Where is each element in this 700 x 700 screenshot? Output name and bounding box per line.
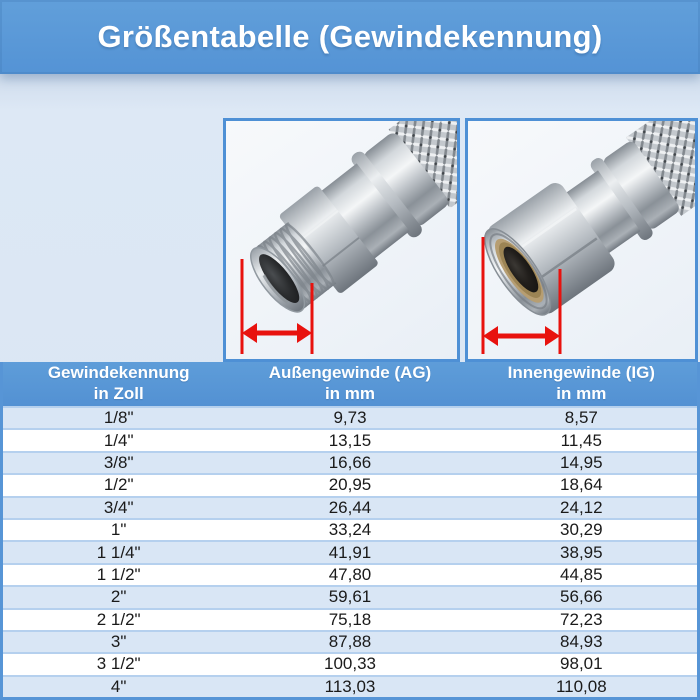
- table-row: [3, 428, 697, 450]
- column-header-sub: in mm: [324, 384, 376, 403]
- size-table: [0, 362, 700, 700]
- table-row: [3, 496, 697, 518]
- male-fitting-illustration: [226, 121, 457, 359]
- cell-ig-mm: 8,57: [564, 408, 598, 428]
- column-header-sub: in mm: [556, 384, 607, 403]
- table-row: [3, 675, 697, 697]
- cell-ig-mm: 14,95: [560, 452, 603, 472]
- cell-ig-mm: 72,23: [560, 609, 603, 629]
- table-row: [3, 563, 697, 585]
- cell-ag-mm: 47,80: [328, 564, 372, 584]
- cell-ag-mm: 75,18: [328, 609, 372, 629]
- table-row: [3, 630, 697, 652]
- cell-ag-mm: 9,73: [333, 408, 367, 428]
- cell-zoll: 4": [110, 676, 127, 696]
- cell-ig-mm: 24,12: [560, 497, 603, 517]
- column-header-label: Gewindekennung: [47, 363, 190, 383]
- cell-zoll: 3 1/2": [96, 654, 141, 674]
- cell-ig-mm: 84,93: [560, 632, 603, 652]
- cell-ag-mm: 20,95: [328, 475, 372, 495]
- cell-zoll: 2": [110, 587, 127, 607]
- table-body: [3, 406, 697, 697]
- cell-ig-mm: 11,45: [560, 430, 602, 450]
- cell-ag-mm: 41,91: [328, 542, 372, 562]
- table-row: [3, 652, 697, 674]
- cell-ag-mm: 13,15: [328, 430, 372, 450]
- cell-ig-mm: 44,85: [560, 564, 603, 584]
- cell-zoll: 3/8": [103, 452, 134, 472]
- cell-zoll: 1/8": [103, 408, 134, 428]
- cell-ig-mm: 110,08: [555, 676, 607, 696]
- cell-zoll: 1 1/4": [96, 542, 141, 562]
- male-thread-photo: [223, 118, 460, 362]
- cell-ig-mm: 56,66: [560, 587, 603, 607]
- cell-ag-mm: 113,03: [324, 676, 376, 696]
- table-row: [3, 473, 697, 495]
- title-banner: [0, 0, 700, 74]
- cell-ag-mm: 59,61: [328, 587, 372, 607]
- column-header-label: Innengewinde (IG): [507, 363, 655, 383]
- cell-zoll: 1/2": [103, 475, 134, 495]
- cell-ig-mm: 38,95: [560, 542, 603, 562]
- cell-ag-mm: 87,88: [328, 632, 372, 652]
- page-title: Größentabelle (Gewindekennung): [97, 19, 603, 54]
- cell-zoll: 1 1/2": [96, 564, 141, 584]
- cell-ag-mm: 100,33: [323, 654, 376, 674]
- cell-zoll: 1": [110, 520, 127, 540]
- cell-zoll: 1/4": [103, 430, 134, 450]
- table-header-row: [3, 362, 697, 406]
- cell-zoll: 2 1/2": [96, 609, 141, 629]
- cell-ig-mm: 18,64: [560, 475, 603, 495]
- table-row: [3, 608, 697, 630]
- cell-ig-mm: 30,29: [560, 520, 603, 540]
- cell-ag-mm: 26,44: [328, 497, 372, 517]
- column-header-ig: [466, 362, 697, 406]
- cell-ag-mm: 33,24: [328, 520, 372, 540]
- table-row: [3, 518, 697, 540]
- column-header-sub: in Zoll: [93, 384, 144, 403]
- male-fitting-group: [234, 121, 457, 330]
- cell-ag-mm: 16,66: [328, 452, 372, 472]
- column-header-label: Außengewinde (AG): [268, 363, 432, 383]
- column-header-ag: [234, 362, 465, 406]
- cell-zoll: 3/4": [103, 497, 134, 517]
- female-fitting-group: [472, 121, 695, 326]
- table-row: [3, 451, 697, 473]
- table-row: [3, 540, 697, 562]
- cell-zoll: 3": [110, 632, 127, 652]
- table-row: [3, 406, 697, 428]
- female-thread-photo: [465, 118, 698, 362]
- column-header-zoll: [3, 362, 234, 406]
- cell-ig-mm: 98,01: [560, 654, 603, 674]
- female-fitting-illustration: [468, 121, 695, 359]
- table-row: [3, 585, 697, 607]
